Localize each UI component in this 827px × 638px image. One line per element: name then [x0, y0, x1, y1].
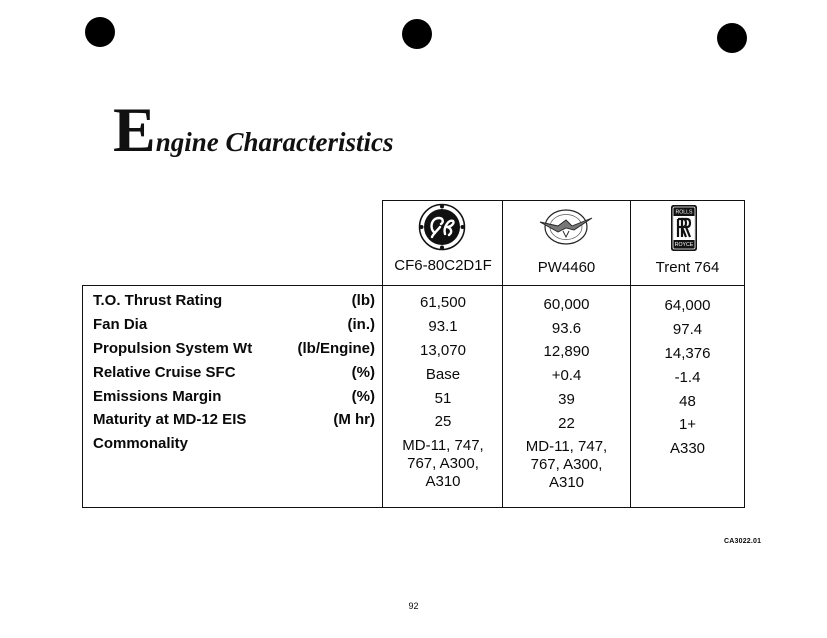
table-cell: 60,000	[543, 296, 590, 313]
column-divider-1	[382, 285, 383, 508]
engine-name-trent: Trent 764	[655, 259, 720, 276]
document-reference: CA3022.01	[724, 538, 762, 545]
row-label: T.O. Thrust Rating	[93, 292, 223, 309]
table-cell: -1.4	[674, 369, 701, 386]
table-cell: 48	[679, 393, 696, 410]
binder-hole-left	[85, 17, 115, 47]
table-cell: 93.1	[428, 318, 458, 335]
title-rest: ngine Characteristics	[155, 127, 394, 157]
table-cell: MD-11, 747, 767, A300, A310	[525, 438, 608, 491]
table-cell: 12,890	[543, 343, 590, 360]
binder-hole-center	[402, 19, 432, 49]
table-cell: 13,070	[420, 342, 466, 359]
binder-hole-right	[717, 23, 747, 53]
table-cell: 61,500	[420, 294, 466, 311]
page-number: 92	[408, 601, 419, 611]
rr-badge-bottom: ROYCE	[674, 242, 694, 249]
row-unit: (%)	[351, 364, 375, 381]
row-unit: (lb/Engine)	[297, 340, 375, 357]
table-cell: 64,000	[664, 297, 711, 314]
row-unit: (lb)	[351, 292, 375, 309]
table-cell: 51	[434, 390, 452, 407]
row-label: Relative Cruise SFC	[93, 364, 236, 381]
ge-monogram-icon	[418, 203, 466, 251]
table-cell: +0.4	[551, 367, 582, 384]
rolls-royce-badge-icon	[670, 204, 698, 252]
row-label: Commonality	[93, 435, 189, 452]
row-unit: (%)	[351, 388, 375, 405]
row-unit: (M hr)	[333, 411, 375, 428]
row-unit: (in.)	[347, 316, 375, 333]
page-title	[113, 94, 394, 165]
table-cell: 22	[558, 415, 575, 432]
table-cell: 14,376	[664, 345, 711, 362]
row-label: Maturity at MD-12 EIS	[93, 411, 247, 428]
table-cell: 25	[434, 413, 452, 430]
row-label: Propulsion System Wt	[93, 340, 253, 357]
table-cell: 39	[558, 391, 575, 408]
table-cell: 97.4	[672, 321, 703, 338]
row-label: Emissions Margin	[93, 388, 222, 405]
table-cell: 1+	[678, 416, 697, 433]
table-cell: Base	[425, 366, 461, 383]
pratt-whitney-eagle-icon	[538, 204, 594, 248]
table-cell: 93.6	[551, 320, 582, 337]
engine-name-cf6: CF6-80C2D1F	[394, 257, 492, 274]
row-label: Fan Dia	[93, 316, 148, 333]
engine-name-pw4460: PW4460	[537, 259, 596, 276]
rr-badge-top: ROLLS	[675, 209, 693, 216]
table-cell: A330	[669, 440, 706, 457]
title-initial: E	[113, 94, 156, 165]
table-cell: MD-11, 747, 767, A300, A310	[402, 437, 484, 490]
